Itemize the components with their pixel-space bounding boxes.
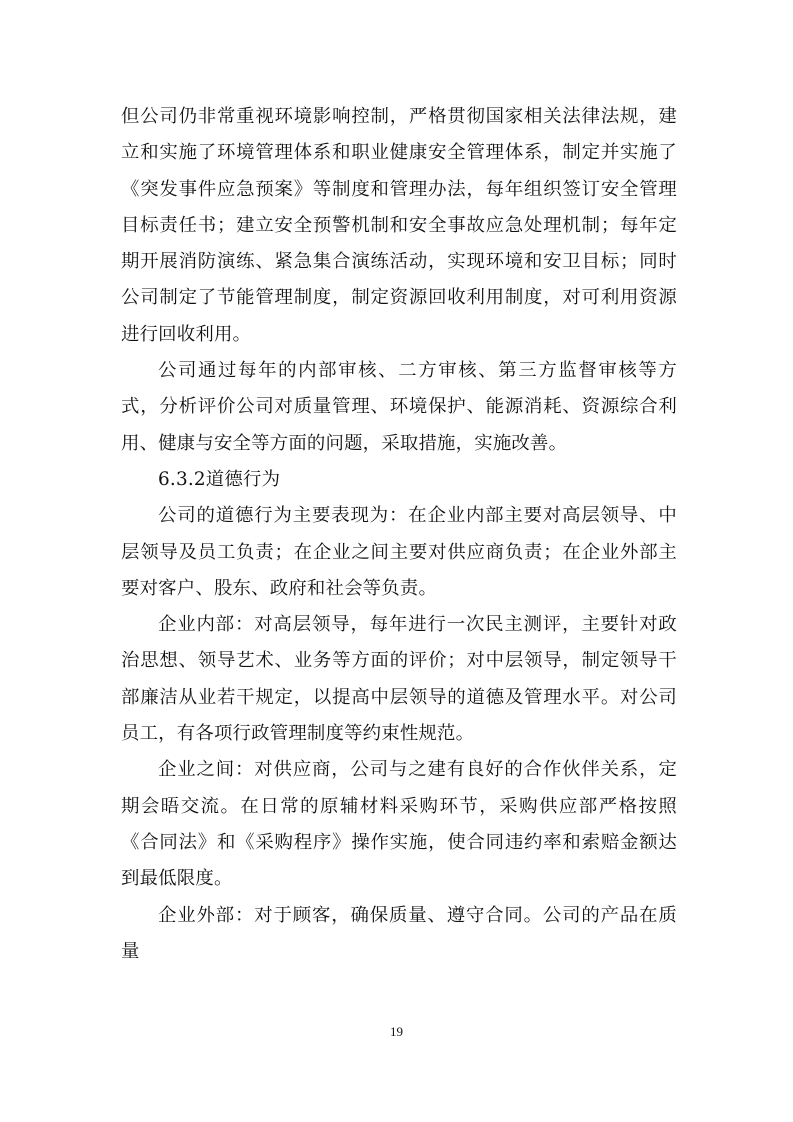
paragraph-between-enterprises: 企业之间：对供应商，公司与之建有良好的合作伙伴关系，定期会晤交流。在日常的原辅材料采购环节，采购供应部严格按照《合同法》和《采购程序》操作实施，使合同违约率和索赔金额达到最低限度。	[121, 759, 677, 890]
body-text	[121, 99, 677, 970]
paragraph-ethics-overview: 公司的道德行为主要表现为：在企业内部主要对高层领导、中层领导及员工负责；在企业之间主要对供应商负责；在企业外部主要对客户、股东、政府和社会等负责。	[121, 505, 677, 599]
paragraph-external: 企业外部：对于顾客，确保质量、遵守合同。公司的产品在质量	[121, 904, 677, 962]
paragraph-audits: 公司通过每年的内部审核、二方审核、第三方监督审核等方式，分析评价公司对质量管理、环境保护、能源消耗、资源综合利用、健康与安全等方面的问题，采取措施，实施改善。	[121, 360, 677, 454]
page-number: 19	[390, 1024, 403, 1039]
paragraph-environment-control: 但公司仍非常重视环境影响控制，严格贯彻国家相关法律法规，建立和实施了环境管理体系和职业健康安全管理体系，制定并实施了《突发事件应急预案》等制度和管理办法，每年组织签订安全管理目标责任书；建立安全预警机制和安全事故应急处理机制；每年定期开展消防演练、紧急集合演练活动，实现环境和安卫目标；同时公司制定了节能管理制度，制定资源回收利用制度，对可利用资源进行回收利用。	[121, 106, 677, 345]
paragraph-internal: 企业内部：对高层领导，每年进行一次民主测评，主要针对政治思想、领导艺术、业务等方面的评价；对中层领导，制定领导干部廉洁从业若干规定，以提高中层领导的道德及管理水平。对公司员工，有各项行政管理制度等约束性规范。	[121, 614, 677, 745]
section-heading-ethics: 6.3.2道德行为	[158, 468, 281, 490]
